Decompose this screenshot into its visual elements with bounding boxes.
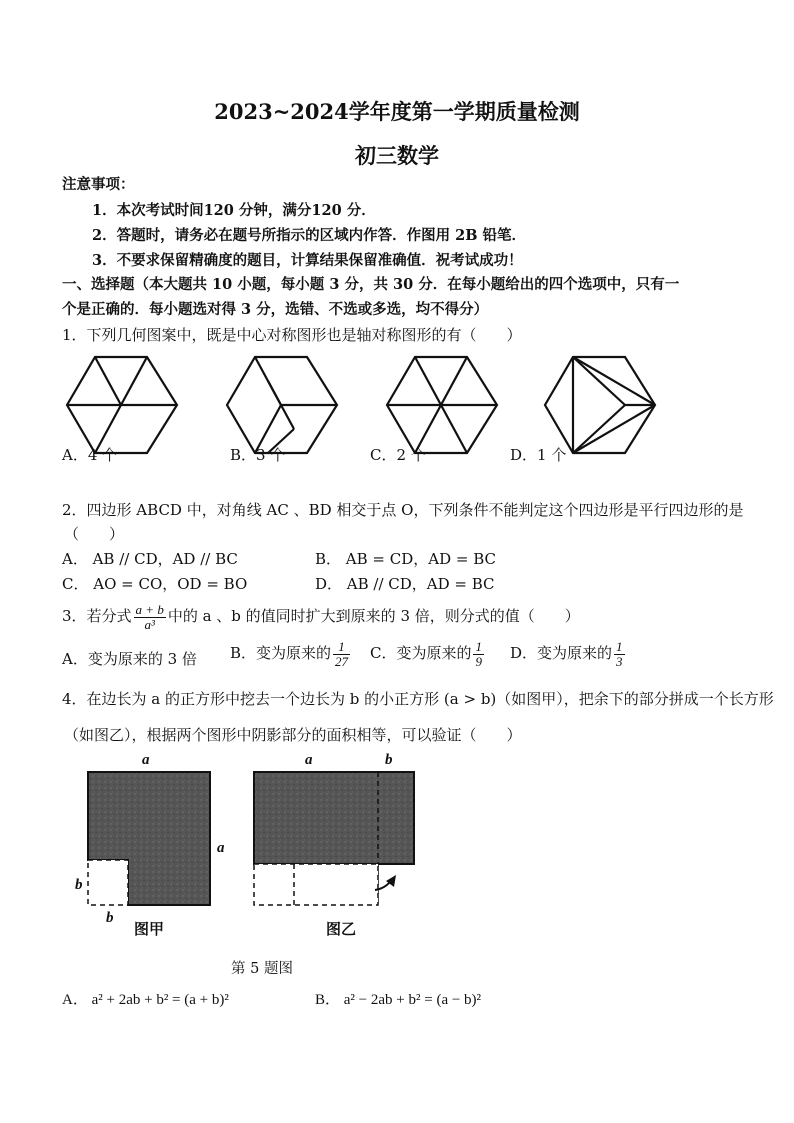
q2-option-b: B． AB = CD，AD = BC xyxy=(315,550,496,568)
fig2-label-a: a xyxy=(305,752,313,768)
q3-option-d-den: 3 xyxy=(616,653,623,669)
q3-frac-num: a + b xyxy=(135,602,164,617)
section1-line2: 个是正确的．每小题选对得 3 分，选错、不选或多选，均不得分） xyxy=(62,301,489,318)
hexagon-figure-1 xyxy=(67,357,177,453)
q3-option-b xyxy=(230,640,352,668)
fig1-label-a-top: a xyxy=(142,752,150,768)
fig1-label-a-right: a xyxy=(217,840,225,856)
q1-option-a: A．4 个 xyxy=(62,446,118,464)
q3-option-b-frac xyxy=(333,640,350,668)
note-item-1: 1．本次考试时间120 分钟，满分120 分． xyxy=(92,202,376,219)
q2-paren: （ ） xyxy=(64,525,125,543)
q4-line2: （如图乙），根据两个图形中阴影部分的面积相等，可以验证（ ） xyxy=(64,726,522,744)
fig1-caption: 图甲 xyxy=(134,920,165,938)
hexagon-figure-4 xyxy=(545,357,655,453)
q3-option-c-num: 1 xyxy=(475,639,482,654)
q4-figures xyxy=(62,745,442,945)
q3-option-b-den: 27 xyxy=(335,653,349,669)
fig1-label-b-left: b xyxy=(75,877,83,893)
figure-caption: 第 5 题图 xyxy=(231,961,293,977)
notes-heading: 注意事项： xyxy=(62,176,135,193)
q3-option-a: A．变为原来的 3 倍 xyxy=(62,650,197,668)
q2-option-d: D． AB // CD，AD = BC xyxy=(315,575,495,593)
q3-option-c-label: C．变为原来的 xyxy=(370,644,472,663)
q1-option-c: C．2 个 xyxy=(370,446,426,464)
q2-option-a: A． AB // CD，AD // BC xyxy=(62,550,238,568)
q1-option-d: D．1 个 xyxy=(510,446,567,464)
q3-fraction xyxy=(134,603,166,631)
q1-stem: 1．下列几何图案中，既是中心对称图形也是轴对称图形的有（ ） xyxy=(62,326,522,344)
q3-option-d xyxy=(510,640,627,668)
note-item-2: 2．答题时，请务必在题号所指示的区域内作答．作图用 2B 铅笔． xyxy=(92,227,527,244)
exam-title: 2023~2024学年度第一学期质量检测 xyxy=(214,99,580,124)
q4-option-b: B． a² − 2ab + b² = (a − b)² xyxy=(315,992,482,1008)
hexagon-figure-3 xyxy=(387,357,497,453)
q3-option-b-label: B．变为原来的 xyxy=(230,644,332,663)
figure-jia xyxy=(88,772,210,905)
q1-figures xyxy=(62,350,672,460)
exam-subtitle: 初三数学 xyxy=(355,143,439,168)
q1-option-b: B．3 个 xyxy=(230,446,286,464)
q3-stem xyxy=(62,603,580,631)
fig2-caption: 图乙 xyxy=(326,920,357,938)
q3-option-c-frac xyxy=(473,640,484,668)
q4-line1: 4．在边长为 a 的正方形中挖去一个边长为 b 的小正方形 (a > b)（如图甲），把余下的部分拼成一个长方形 xyxy=(62,690,774,708)
note-item-3: 3．不要求保留精确度的题目，计算结果保留准确值．祝考试成功！ xyxy=(92,252,523,269)
q2-stem: 2．四边形 ABCD 中，对角线 AC 、BD 相交于点 O，下列条件不能判定这个四边形是平行四边形的是 xyxy=(62,501,744,519)
q3-suffix: 中的 a 、b 的值同时扩大到原来的 3 倍，则分式的值（ ） xyxy=(167,607,580,626)
q3-option-b-num: 1 xyxy=(333,640,350,655)
q3-option-c xyxy=(370,640,486,668)
q4-option-a: A． a² + 2ab + b² = (a + b)² xyxy=(62,992,229,1008)
hexagon-figure-2 xyxy=(227,357,337,453)
q3-prefix: 3．若分式 xyxy=(62,607,132,626)
q3-option-d-label: D．变为原来的 xyxy=(510,644,613,663)
q3-frac-den: a³ xyxy=(144,616,155,632)
fig2-label-b: b xyxy=(385,752,393,768)
q3-option-c-den: 9 xyxy=(475,653,482,669)
q3-option-d-num: 1 xyxy=(616,639,623,654)
figure-yi xyxy=(254,772,414,905)
q3-option-d-frac xyxy=(614,640,625,668)
q2-option-c: C． AO = CO，OD = BO xyxy=(62,575,248,593)
fig1-label-b-bottom: b xyxy=(106,910,114,926)
section1-line1: 一、选择题（本大题共 10 小题，每小题 3 分，共 30 分．在每小题给出的四个选项中，只有一 xyxy=(62,276,680,293)
